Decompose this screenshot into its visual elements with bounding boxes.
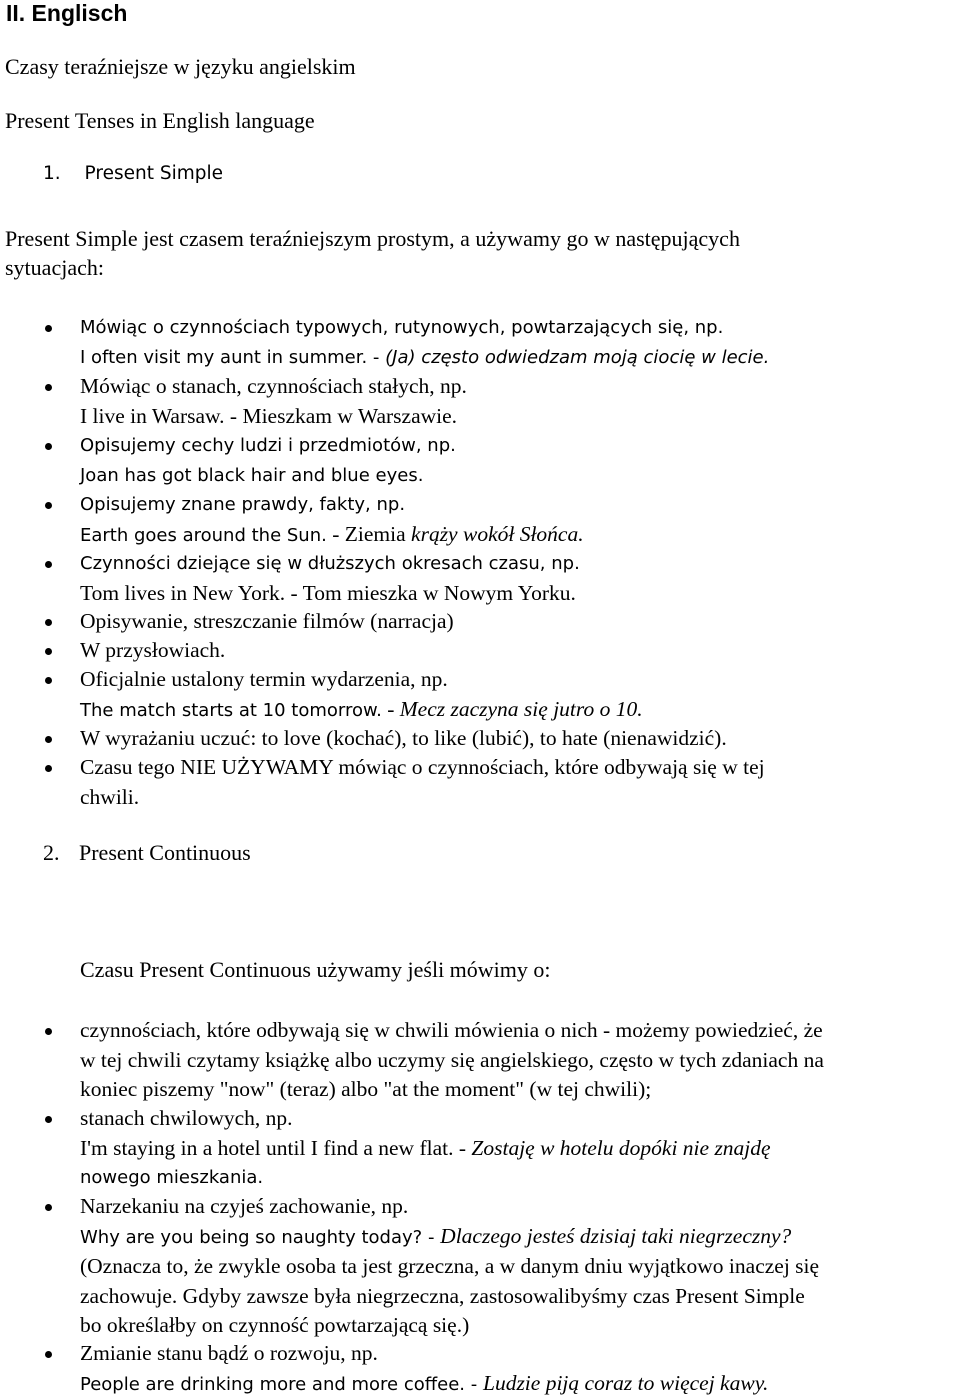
list-item: [80, 665, 958, 725]
example-en: I often visit my aunt in summer. -: [80, 346, 386, 368]
item-text: Czynności dziejące się w dłuższych okresach czasu, np.: [80, 553, 580, 574]
section2-number: 2.: [43, 840, 60, 865]
item-text: Mówiąc o czynnościach typowych, rutynowych, powtarzających się, np.: [80, 317, 724, 338]
bullet-dot: [45, 648, 52, 655]
example-dash: -: [381, 696, 400, 721]
bullet-dot: [45, 502, 52, 509]
item-text: Oficjalnie ustalony termin wydarzenia, np.: [80, 667, 448, 691]
bullet-dot: [45, 1204, 52, 1211]
note-text: zachowuje. Gdyby zawsze była niegrzeczna, zastosowalibyśmy czas Present Simple: [80, 1283, 805, 1308]
example-en: People are drinking more and more coffee. -: [80, 1373, 483, 1395]
example-pl-italic: Zostaję w hotelu dopóki nie znajdę: [471, 1135, 771, 1160]
item-text-cont: w tej chwili czytamy książkę albo uczymy się angielskiego, często w tych zdaniach na: [80, 1047, 824, 1072]
page-heading: II. Englisch: [6, 0, 128, 26]
bullet-dot: [45, 1351, 52, 1358]
example-pl: (Ja) często odwiedzam moją ciocię w lecie.: [385, 346, 770, 368]
bullet-dot: [45, 1116, 52, 1123]
list-item: [80, 313, 958, 372]
item-text-cont: koniec piszemy "now" (teraz) albo "at the moment" (w tej chwili);: [80, 1077, 652, 1101]
list-item: [80, 372, 958, 431]
bullet-dot: [45, 561, 52, 568]
list-item: [80, 490, 958, 550]
list-item: [80, 724, 958, 754]
section2-heading: [43, 840, 251, 866]
bullet-dot: [45, 619, 52, 626]
item-text: Narzekaniu na czyjeś zachowanie, np.: [80, 1194, 409, 1218]
note-text: (Oznacza to, że zwykle osoba ta jest grzeczna, a w danym dniu wyjątkowo inaczej się: [80, 1254, 820, 1278]
item-text: czynnościach, które odbywają się w chwili mówienia o nich - możemy powiedzieć, że: [80, 1018, 823, 1042]
section2-title: Present Continuous: [79, 840, 251, 865]
item-text: Mówiąc o stanach, czynnościach stałych, np.: [80, 374, 467, 398]
bullet-dot: [45, 765, 52, 772]
item-text: Czasu tego NIE UŻYWAMY mówiąc o czynnościach, które odbywają się w tej: [80, 755, 765, 779]
example-pl-italic: Mecz zaczyna się jutro o 10.: [399, 696, 643, 721]
item-text: Zmianie stanu bądź o rozwoju, np.: [80, 1341, 378, 1365]
title-polish: Czasy teraźniejsze w języku angielskim: [5, 54, 356, 79]
example-pl-italic: Dlaczego jesteś dzisiaj taki niegrzeczny?: [440, 1223, 792, 1248]
item-text: W przysłowiach.: [80, 638, 226, 662]
example-pl-italic: Ludzie piją coraz to więcej kawy.: [482, 1370, 769, 1395]
bullet-dot: [45, 736, 52, 743]
example-en: Tom lives in New York. - Tom mieszka w Nowym Yorku.: [80, 580, 576, 605]
list-item: [80, 549, 958, 608]
section2-intro: Czasu Present Continuous używamy jeśli mówimy o:: [80, 957, 551, 982]
item-text: stanach chwilowych, np.: [80, 1106, 293, 1130]
bullet-dot: [45, 325, 52, 332]
bullet-dot: [45, 384, 52, 391]
list-item: [80, 1016, 958, 1105]
bullet-dot: [45, 677, 52, 684]
section1-intro-line1: Present Simple jest czasem teraźniejszym prostym, a używamy go w następujących: [5, 226, 740, 251]
example-en: Joan has got black hair and blue eyes.: [80, 464, 424, 486]
bullet-dot: [45, 443, 52, 450]
bullet-dot: [45, 1028, 52, 1035]
list-item: [80, 636, 958, 666]
item-text: Opisywanie, streszczanie filmów (narracja): [80, 609, 454, 633]
example-en: Earth goes around the Sun.: [80, 524, 327, 546]
example-en: Why are you being so naughty today? -: [80, 1226, 441, 1248]
example-pl-italic: krąży wokół Słońca.: [411, 521, 584, 546]
example-pl-cont: nowego mieszkania.: [80, 1167, 264, 1188]
title-english: Present Tenses in English language: [5, 108, 315, 133]
item-text-cont: chwili.: [80, 784, 140, 809]
list-item: [80, 1104, 958, 1193]
item-text: W wyrażaniu uczuć: to love (kochać), to like (lubić), to hate (nienawidzić).: [80, 726, 727, 750]
section1-intro-line2: sytuacjach:: [5, 255, 104, 280]
list-item: [80, 607, 958, 637]
list-item: [80, 431, 958, 490]
section1-heading: [43, 163, 223, 184]
list-item: [80, 753, 958, 812]
example-en: The match starts at 10 tomorrow.: [80, 699, 382, 721]
example-en: I'm staying in a hotel until I find a new flat. -: [80, 1135, 472, 1160]
note-text: bo określałby on czynność powtarzającą się.): [80, 1313, 470, 1337]
section1-title: Present Simple: [84, 163, 224, 184]
section1-number: 1.: [43, 163, 61, 184]
example-en: I live in Warsaw. - Mieszkam w Warszawie.: [80, 403, 458, 428]
list-item: [80, 1339, 958, 1399]
list-item: [80, 1192, 958, 1341]
example-pl: - Ziemia: [326, 521, 412, 546]
item-text: Opisujemy cechy ludzi i przedmiotów, np.: [80, 435, 456, 456]
item-text: Opisujemy znane prawdy, fakty, np.: [80, 494, 406, 515]
